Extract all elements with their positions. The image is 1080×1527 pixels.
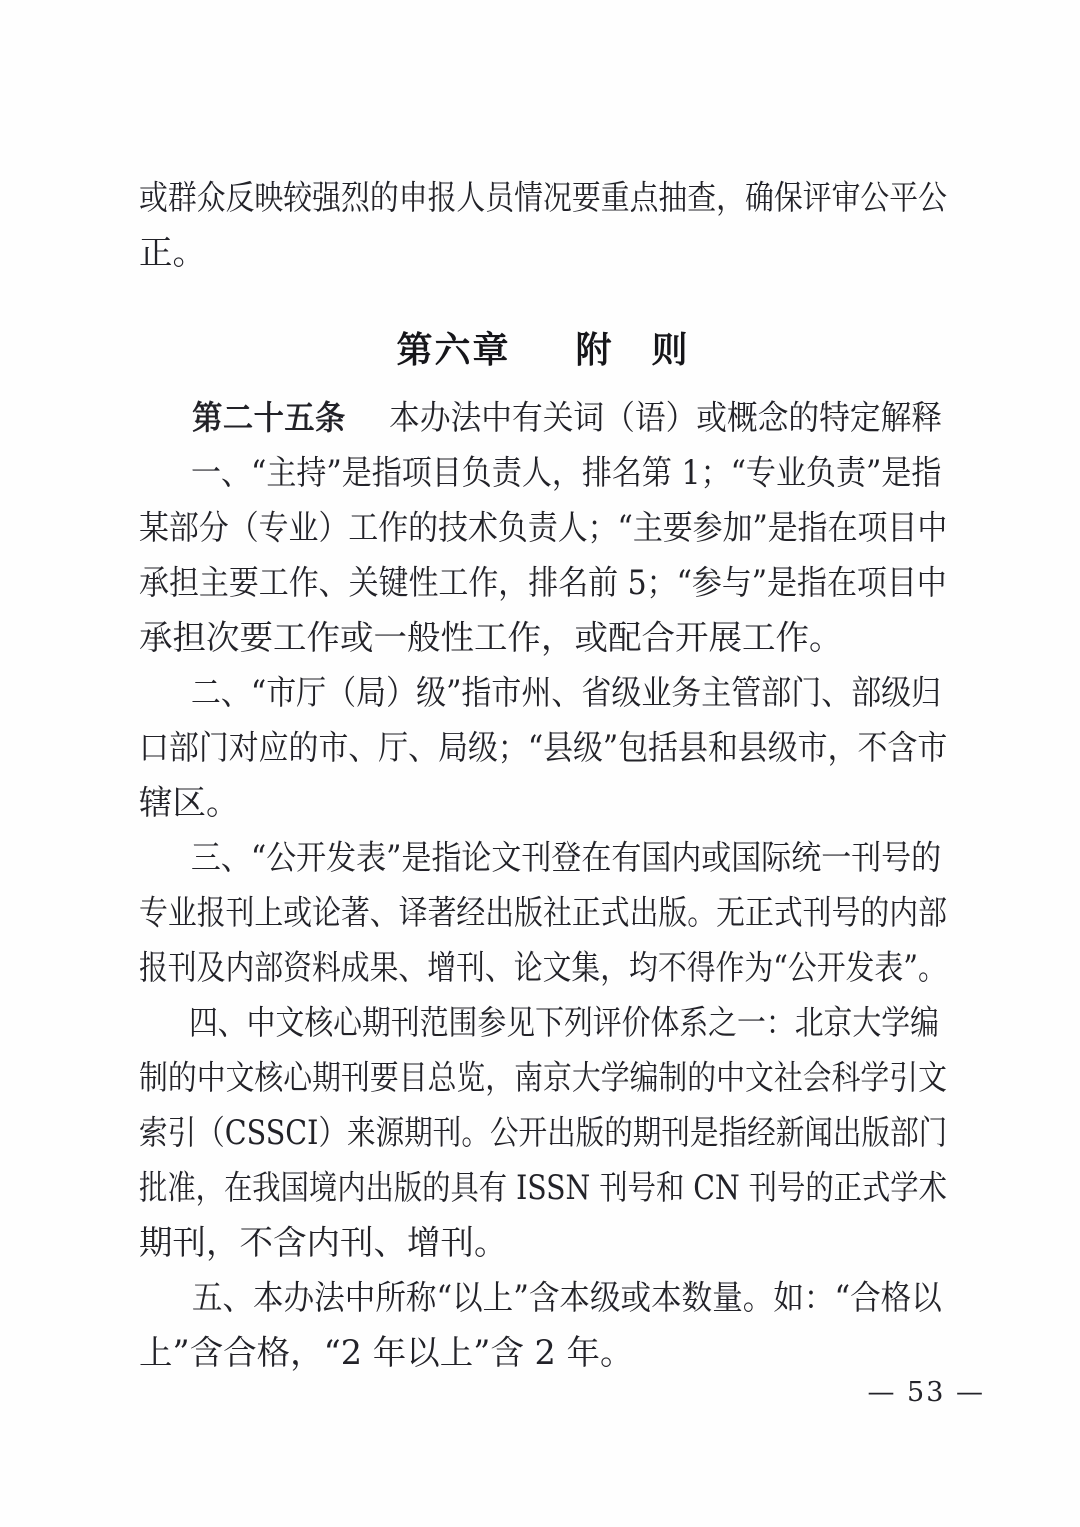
text-line: 上”含合格，“2 年以上”含 2 年。 [139, 1333, 634, 1372]
text-line: 承担次要工作或一般性工作，或配合开展工作。 [139, 618, 843, 657]
text-line: 期刊，不含内刊、增刊。 [139, 1223, 508, 1262]
text-line: 三、“公开发表”是指论文刊登在有国内或国际统一刊号的 [190, 838, 942, 877]
list-item [139, 995, 947, 1270]
section-spacer [139, 280, 947, 320]
article-text: 本办法中有关词（语）或概念的特定解释 [389, 398, 943, 437]
chapter-title: 附 则 [575, 330, 690, 371]
chapter-number: 第六章 [396, 330, 511, 371]
text-line: 一、“主持”是指项目负责人，排名第 1；“专业负责”是指 [190, 453, 942, 492]
text-line: 索引（CSSCI）来源期刊。公开出版的期刊是指经新闻出版部门 [139, 1113, 948, 1152]
list-item [139, 665, 947, 830]
article-heading [139, 390, 943, 445]
text-line: 口部门对应的市、厅、局级；“县级”包括县和县级市，不含市 [139, 728, 948, 767]
list-item [139, 830, 947, 995]
chapter-heading [139, 320, 947, 382]
text-line: 专业报刊上或论著、译著经出版社正式出版。无正式刊号的内部 [139, 893, 947, 932]
text-line: 某部分（专业）工作的技术负责人；“主要参加”是指在项目中 [139, 508, 948, 547]
list-item [139, 1270, 947, 1380]
page-number: — 53 — [867, 1377, 985, 1408]
text-line: 或群众反映较强烈的申报人员情况要重点抽查，确保评审公平公 [139, 178, 947, 217]
page-content [139, 170, 947, 1380]
text-line: 二、“市厅（局）级”指市州、省级业务主管部门、部级归 [190, 673, 942, 712]
article-label: 第二十五条 [192, 398, 346, 437]
text-line: 批准，在我国境内出版的具有 ISSN 刊号和 CN 刊号的正式学术 [139, 1168, 947, 1207]
list-item [139, 445, 947, 665]
text-line: 报刊及内部资料成果、增刊、论文集，均不得作为“公开发表”。 [139, 948, 947, 987]
text-line: 五、本办法中所称“以上”含本级或本数量。如：“合格以 [191, 1278, 942, 1317]
text-line: 四、中文核心期刊范围参见下列评价体系之一：北京大学编 [188, 1003, 939, 1042]
text-line: 制的中文核心期刊要目总览，南京大学编制的中文社会科学引文 [139, 1058, 947, 1097]
text-line: 正。 [139, 233, 206, 272]
continued-paragraph [139, 170, 947, 280]
text-line: 承担主要工作、关键性工作，排名前 5；“参与”是指在项目中 [139, 563, 947, 602]
text-line: 辖区。 [139, 783, 240, 822]
